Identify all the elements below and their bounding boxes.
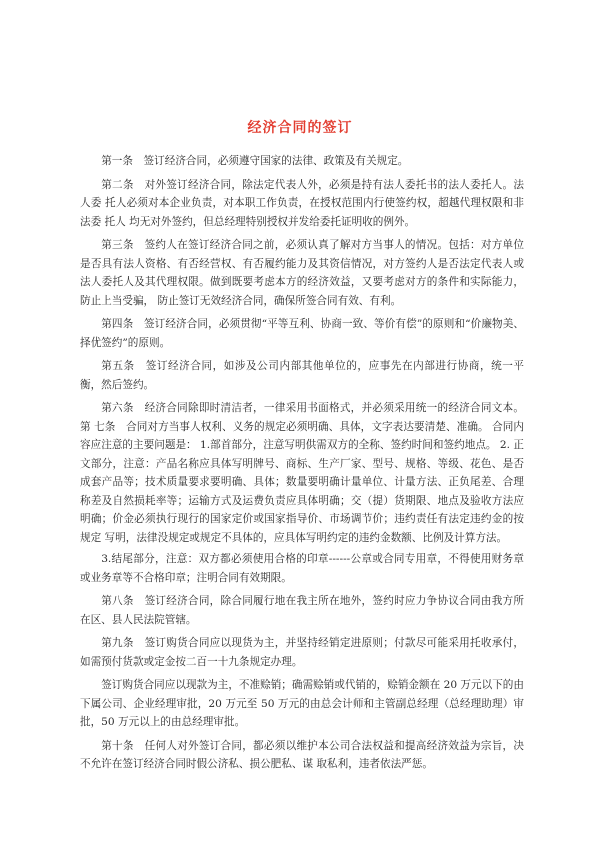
paragraph-article-5: 第五条 签订经济合同，如涉及公司内部其他单位的，应事先在内部进行协商，统一平衡，然后签约。 bbox=[80, 360, 524, 391]
paragraph-article-4: 第四条 签订经济合同，必须贯彻“平等互利、协商一致、等价有偿”的原则和“价廉物美、择优签约”的原则。 bbox=[80, 318, 524, 349]
paragraph-ending-part: 3.结尾部分，注意：双方都必须使用合格的印章------公章或合同专用章，不得使用财务章或业务章等不合格印章；注明合同有效期限。 bbox=[80, 553, 524, 584]
paragraph-sales-contract: 签订购货合同应以现款为主，不准赊销；确需赊销或代销的，赊销金额在 20 万元以下的由下属公司、企业经理审批，20 万元至 50 万元的由总会计师和主管副总经理（总经理助理）审批，50 万元以上的由总经理审批。 bbox=[80, 679, 524, 728]
paragraph-article-8: 第八条 签订经济合同，除合同履行地在我主所在地外，签约时应力争协议合同由我方所在区、县人民法院管辖。 bbox=[80, 595, 524, 626]
paragraph-article-10: 第十条 任何人对外签订合同，都必须以维护本公司合法权益和提高经济效益为宗旨，决不允许在签订经济合同时假公济私、损公肥私、谋 取私利，违者依法严惩。 bbox=[80, 739, 524, 770]
document-body bbox=[80, 152, 524, 779]
paragraph-article-6-7: 第六条 经济合同除即时清洁者，一律采用书面格式，并必须采用统一的经济合同文本。 第 七条 合同对方当事人权利、义务的规定必须明确、具体，文字表达要清楚、准确。 合同内容应注意的主要问题是： 1.部首部分，注意写明供需双方的全称、签约时间和签约地点。 2. 正文部分，注意：产品名称应具体写明牌号、商标、生产厂家、型号、规格、等级、花色、是否成套产品等；技术质量要求要明确、具体；数量要明确计量单位、计量方法、正负尾差、合理 称差及自然损耗率等；运输方式及运费负责应具体明确；交（提）货期限、地点及验收方法应 明确；价金必须执行现行的国家定价或国家指导价、市场调节价；违约责任有法定违约金的按规定 写明，法律没规定或规定不具体的，应具体写明约定的违约金数额、比例及计算方法。 bbox=[80, 402, 524, 544]
paragraph-article-9: 第九条 签订购货合同应以现货为主，并坚持经销定进原则；付款尽可能采用托收承付，如需预付货款或定金按二百一十九条规定办理。 bbox=[80, 637, 524, 668]
paragraph-article-2: 第二条 对外签订经济合同，除法定代表人外，必须是持有法人委托书的法人委托人。法人委 托人必须对本企业负责，对本职工作负责，在授权范围内行使签约权，超越代理权限和非法委 托人 均无对外签约，但总经理特别授权并发给委托证明收的例外。 bbox=[80, 178, 524, 228]
paragraph-article-1: 第一条 签订经济合同，必须遵守国家的法律、政策及有关规定。 bbox=[101, 155, 409, 167]
paragraph-article-3: 第三条 签约人在签订经济合同之前，必须认真了解对方当事人的情况。包括：对方单位是否具有法人资格、有否经营权、有否履约能力及其资信情况，对方签约人是否法定代表人或法人委托人及其代理权限。做到既要考虑本方的经济效益，又要考虑对方的条件和实际能力，防止上当受骗， 防止签订无效经济合同，确保所签合同有效、有利。 bbox=[80, 239, 524, 307]
document-title: 经济合同的签订 bbox=[247, 120, 353, 136]
